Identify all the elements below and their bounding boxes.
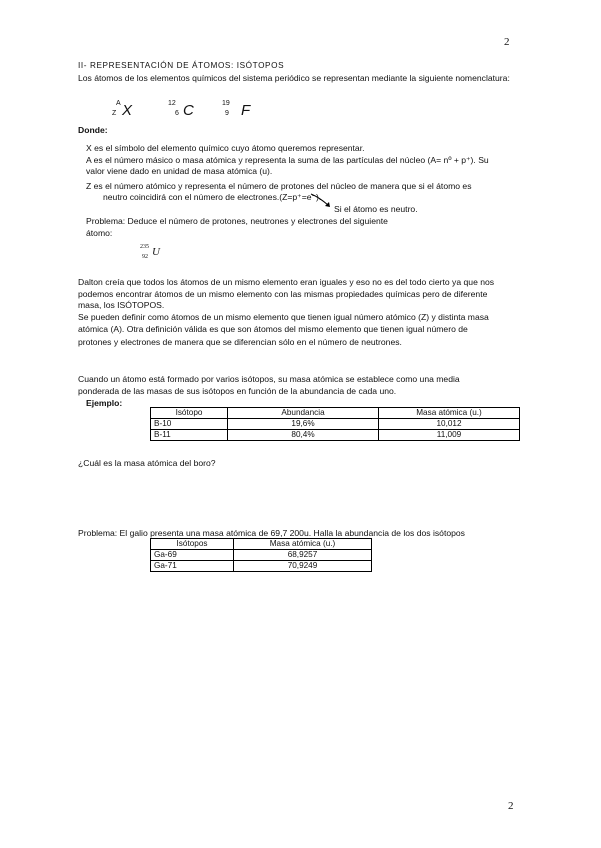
- table-cell: 11,009: [379, 430, 520, 441]
- mass-avg-line2: ponderada de las masas de sus isótopos en función de la abundancia de cada uno.: [78, 386, 397, 396]
- boron-isotope-table: [150, 407, 520, 441]
- problem2-text: Problema: El galio presenta una masa atómica de 69,7 200u. Halla la abundancia de los dos isótopos: [78, 528, 465, 538]
- table-cell: 10,012: [379, 419, 520, 430]
- page-number-top: 2: [504, 36, 510, 48]
- notation-x-z: Z: [112, 110, 117, 117]
- notation-c-symbol: C: [183, 102, 194, 119]
- problem1-line1: Problema: Deduce el número de protones, neutrones y electrones del siguiente: [86, 216, 388, 226]
- dalton-line3: masa, los ISÓTOPOS.: [78, 300, 165, 310]
- table-cell: 80,4%: [228, 430, 379, 441]
- dalton-line2: podemos encontrar átomos de un mismo elemento con las mismas propiedades químicas pero de diferente: [78, 289, 488, 299]
- donde-label: Donde:: [78, 125, 108, 135]
- notation-f-symbol: F: [241, 102, 251, 119]
- table-cell: B-10: [151, 419, 228, 430]
- table-cell: 70,9249: [234, 561, 372, 572]
- table-header-row: [151, 539, 372, 550]
- table-cell: Ga-71: [151, 561, 234, 572]
- table-cell: Ga-69: [151, 550, 234, 561]
- problem1-line2: átomo:: [86, 228, 113, 238]
- neutral-note: Si el átomo es neutro.: [334, 204, 418, 214]
- mass-avg-line1: Cuando un átomo está formado por varios isótopos, su masa atómica se establece como una media: [78, 374, 460, 384]
- notation-c-z: 6: [175, 110, 179, 117]
- table-cell: 19,6%: [228, 419, 379, 430]
- table-header: Masa atómica (u.): [234, 539, 372, 550]
- dalton-line1: Dalton creía que todos los átomos de un mismo elemento eran iguales y eso no es del todo cierto ya que nos: [78, 277, 495, 287]
- uranium-notation: [140, 244, 170, 266]
- table-row: [151, 419, 520, 430]
- table-row: [151, 561, 372, 572]
- iso-def-line1: Se pueden definir como átomos de un mismo elemento que tienen igual número atómico (Z) y distinta masa: [78, 312, 489, 322]
- notation-f: [222, 100, 254, 124]
- iso-def-line3: protones y electrones de manera que se diferencian sólo en el número de neutrones.: [78, 337, 402, 347]
- gallium-isotope-table: [150, 538, 372, 572]
- notation-f-z: 9: [225, 110, 229, 117]
- iso-def-line2: atómica (A). Otra definición válida es que son átomos del mismo elemento que tienen igual número de: [78, 324, 468, 334]
- definition-x: X es el símbolo del elemento químico cuyo átomo queremos representar.: [86, 143, 365, 153]
- uranium-z: 92: [142, 254, 148, 260]
- definition-a-line1: A es el número másico o masa atómica y representa la suma de las partículas del núcleo (A= nº + p⁺). Su: [86, 155, 489, 165]
- table-row: [151, 550, 372, 561]
- notation-c-mass: 12: [168, 100, 176, 107]
- table-cell: 68,9257: [234, 550, 372, 561]
- table-header: Isótopo: [151, 408, 228, 419]
- table-header: Isótopos: [151, 539, 234, 550]
- page-number-bottom: 2: [508, 800, 514, 812]
- table-header: Abundancia: [228, 408, 379, 419]
- table-row: [151, 430, 520, 441]
- definition-z-line1: Z es el número atómico y representa el número de protones del núcleo de manera que si el átomo es: [86, 181, 472, 191]
- section-title: II- REPRESENTACIÓN DE ÁTOMOS: ISÓTOPOS: [78, 61, 285, 70]
- definition-a-line2: valor viene dado en unidad de masa atómica (u).: [86, 166, 273, 176]
- notation-x-symbol: X: [122, 102, 133, 119]
- ejemplo-label: Ejemplo:: [86, 398, 123, 408]
- notation-c: [168, 100, 200, 124]
- notation-f-mass: 19: [222, 100, 230, 107]
- intro-paragraph: Los átomos de los elementos químicos del sistema periódico se representan mediante la siguiente nomenclatura:: [78, 73, 510, 83]
- definition-z-line2: neutro coincidirá con el número de electrones.(Z=p⁺=e⁻).: [103, 192, 322, 202]
- table-header-row: [151, 408, 520, 419]
- notation-x: [112, 100, 134, 124]
- uranium-symbol: U: [152, 246, 160, 258]
- question-boron: ¿Cuál es la masa atómica del boro?: [78, 458, 216, 468]
- table-header: Masa atómica (u.): [379, 408, 520, 419]
- uranium-mass: 235: [140, 244, 149, 250]
- notation-x-mass: A: [116, 100, 121, 107]
- table-cell: B-11: [151, 430, 228, 441]
